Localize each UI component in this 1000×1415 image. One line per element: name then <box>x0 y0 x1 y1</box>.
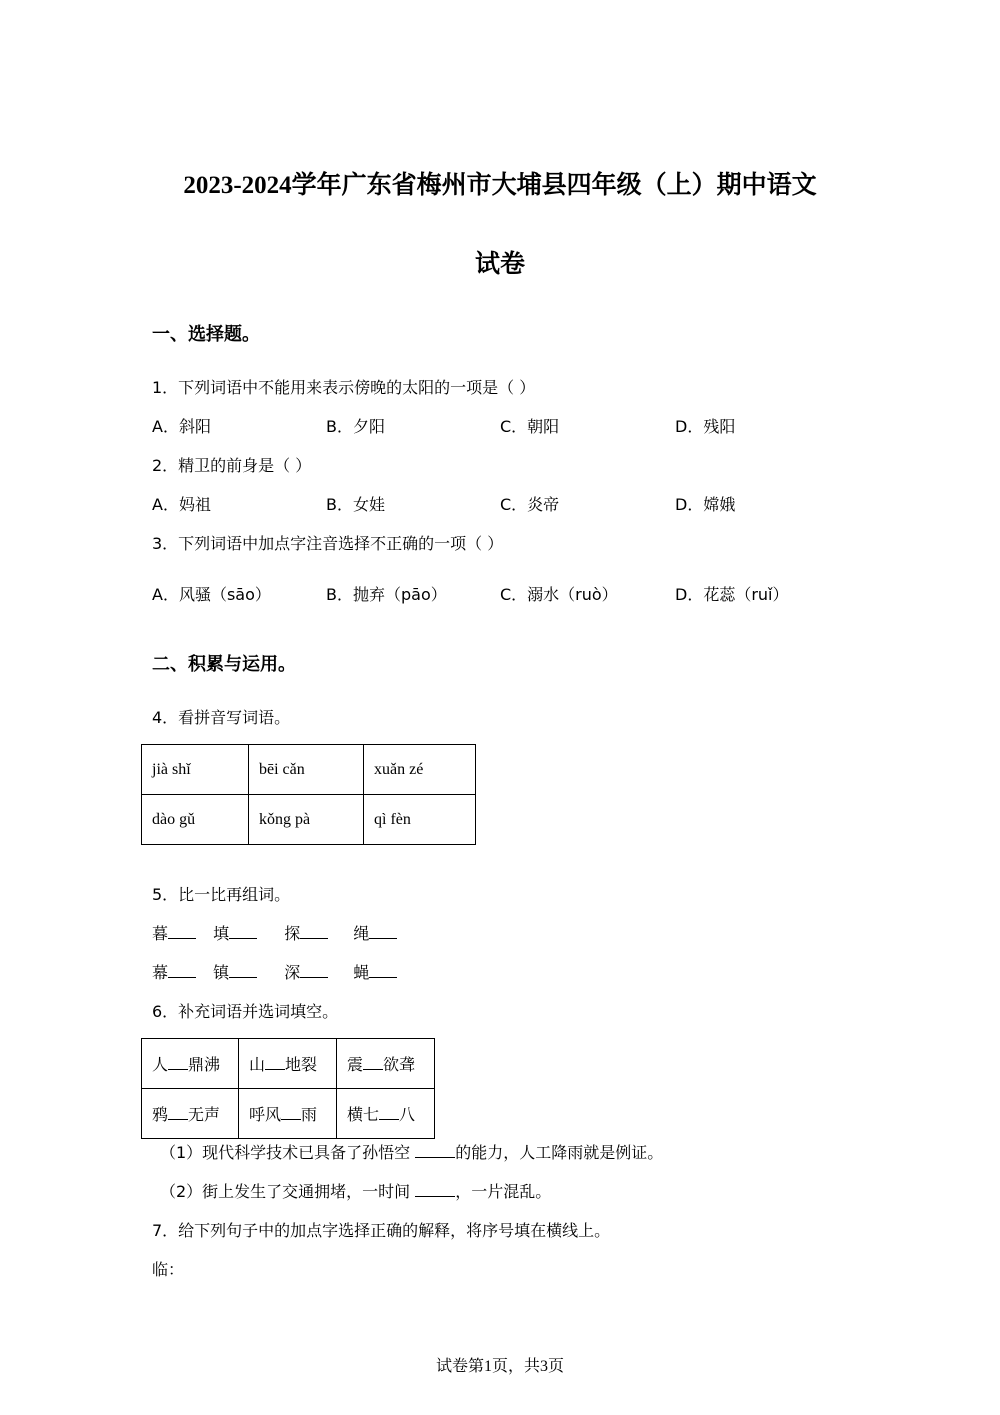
compare-char: 暮 <box>152 924 169 943</box>
pinyin-cell: dào gǔ <box>142 795 249 845</box>
answer-blank[interactable] <box>229 977 257 978</box>
compare-row-2 <box>152 962 397 984</box>
question-1-option-c: C．朝阳 <box>500 417 560 436</box>
idiom-table <box>141 1038 435 1139</box>
answer-blank[interactable] <box>300 938 328 939</box>
compare-row-1 <box>152 923 397 945</box>
idiom-cell: 横七 八 <box>337 1089 435 1139</box>
compare-char: 蝇 <box>353 963 370 982</box>
page-title-line2: 试卷 <box>474 251 525 278</box>
answer-blank[interactable] <box>168 977 196 978</box>
compare-char: 镇 <box>213 963 230 982</box>
question-2-option-d: D．嫦娥 <box>675 495 736 514</box>
question-7-stem: 7．给下列句子中的加点字选择正确的解释，将序号填在横线上。 <box>152 1221 611 1240</box>
question-5-stem: 5．比一比再组词。 <box>152 885 291 904</box>
answer-blank[interactable] <box>415 1157 455 1158</box>
question-7-word: 临： <box>152 1260 185 1279</box>
answer-blank[interactable] <box>168 938 196 939</box>
answer-blank[interactable] <box>168 1069 188 1070</box>
answer-blank[interactable] <box>265 1069 285 1070</box>
answer-blank[interactable] <box>379 1119 399 1120</box>
answer-blank[interactable] <box>300 977 328 978</box>
question-6-stem: 6．补充词语并选词填空。 <box>152 1002 339 1021</box>
answer-blank[interactable] <box>369 977 397 978</box>
idiom-cell: 人 鼎沸 <box>142 1039 239 1089</box>
question-1-stem: 1．下列词语中不能用来表示傍晚的太阳的一项是（ ） <box>152 378 536 397</box>
answer-blank[interactable] <box>281 1119 301 1120</box>
compare-char: 绳 <box>353 924 370 943</box>
idiom-cell: 震 欲聋 <box>337 1039 435 1089</box>
pinyin-cell: qì fèn <box>364 795 476 845</box>
question-3-option-c: C．溺水（ruò） <box>500 585 618 604</box>
page-title-line1: 2023-2024学年广东省梅州市大埔县四年级（上）期中语文 <box>183 172 817 199</box>
question-1-option-d: D．残阳 <box>675 417 736 436</box>
idiom-cell: 呼风 雨 <box>239 1089 337 1139</box>
question-3-stem: 3．下列词语中加点字注音选择不正确的一项（ ） <box>152 534 504 553</box>
pinyin-cell: bēi cǎn <box>249 745 364 795</box>
answer-blank[interactable] <box>168 1119 188 1120</box>
idiom-cell: 山 地裂 <box>239 1039 337 1089</box>
question-2-option-a: A．妈祖 <box>152 495 211 514</box>
question-3-option-b: B．抛弃（pāo） <box>326 585 447 604</box>
question-6-sub-2: （2）街上发生了交通拥堵，一时间 ，一片混乱。 <box>160 1182 552 1201</box>
answer-blank[interactable] <box>229 938 257 939</box>
compare-char: 深 <box>284 963 301 982</box>
question-3-option-a: A．风骚（sāo） <box>152 585 271 604</box>
question-3-option-d: D．花蕊（ruǐ） <box>675 585 789 604</box>
question-4-stem: 4．看拼音写词语。 <box>152 708 291 727</box>
compare-char: 幕 <box>152 963 169 982</box>
compare-char: 填 <box>213 924 230 943</box>
pinyin-table <box>141 744 476 845</box>
pinyin-cell: kǒng pà <box>249 795 364 845</box>
compare-char: 探 <box>284 924 301 943</box>
answer-blank[interactable] <box>369 938 397 939</box>
pinyin-cell: xuǎn zé <box>364 745 476 795</box>
question-6-sub-1: （1）现代科学技术已具备了孙悟空 的能力，人工降雨就是例证。 <box>160 1143 664 1162</box>
idiom-cell: 鸦 无声 <box>142 1089 239 1139</box>
question-1-option-b: B．夕阳 <box>326 417 385 436</box>
answer-blank[interactable] <box>363 1069 383 1070</box>
question-2-option-b: B．女娃 <box>326 495 385 514</box>
question-2-option-c: C．炎帝 <box>500 495 560 514</box>
page-footer: 试卷第1页，共3页 <box>435 1358 564 1375</box>
question-2-stem: 2．精卫的前身是（ ） <box>152 456 312 475</box>
answer-blank[interactable] <box>415 1196 455 1197</box>
question-1-option-a: A．斜阳 <box>152 417 211 436</box>
section-heading-accumulation: 二、积累与运用。 <box>152 654 296 675</box>
pinyin-cell: jià shǐ <box>142 745 249 795</box>
section-heading-choice: 一、选择题。 <box>152 324 260 345</box>
